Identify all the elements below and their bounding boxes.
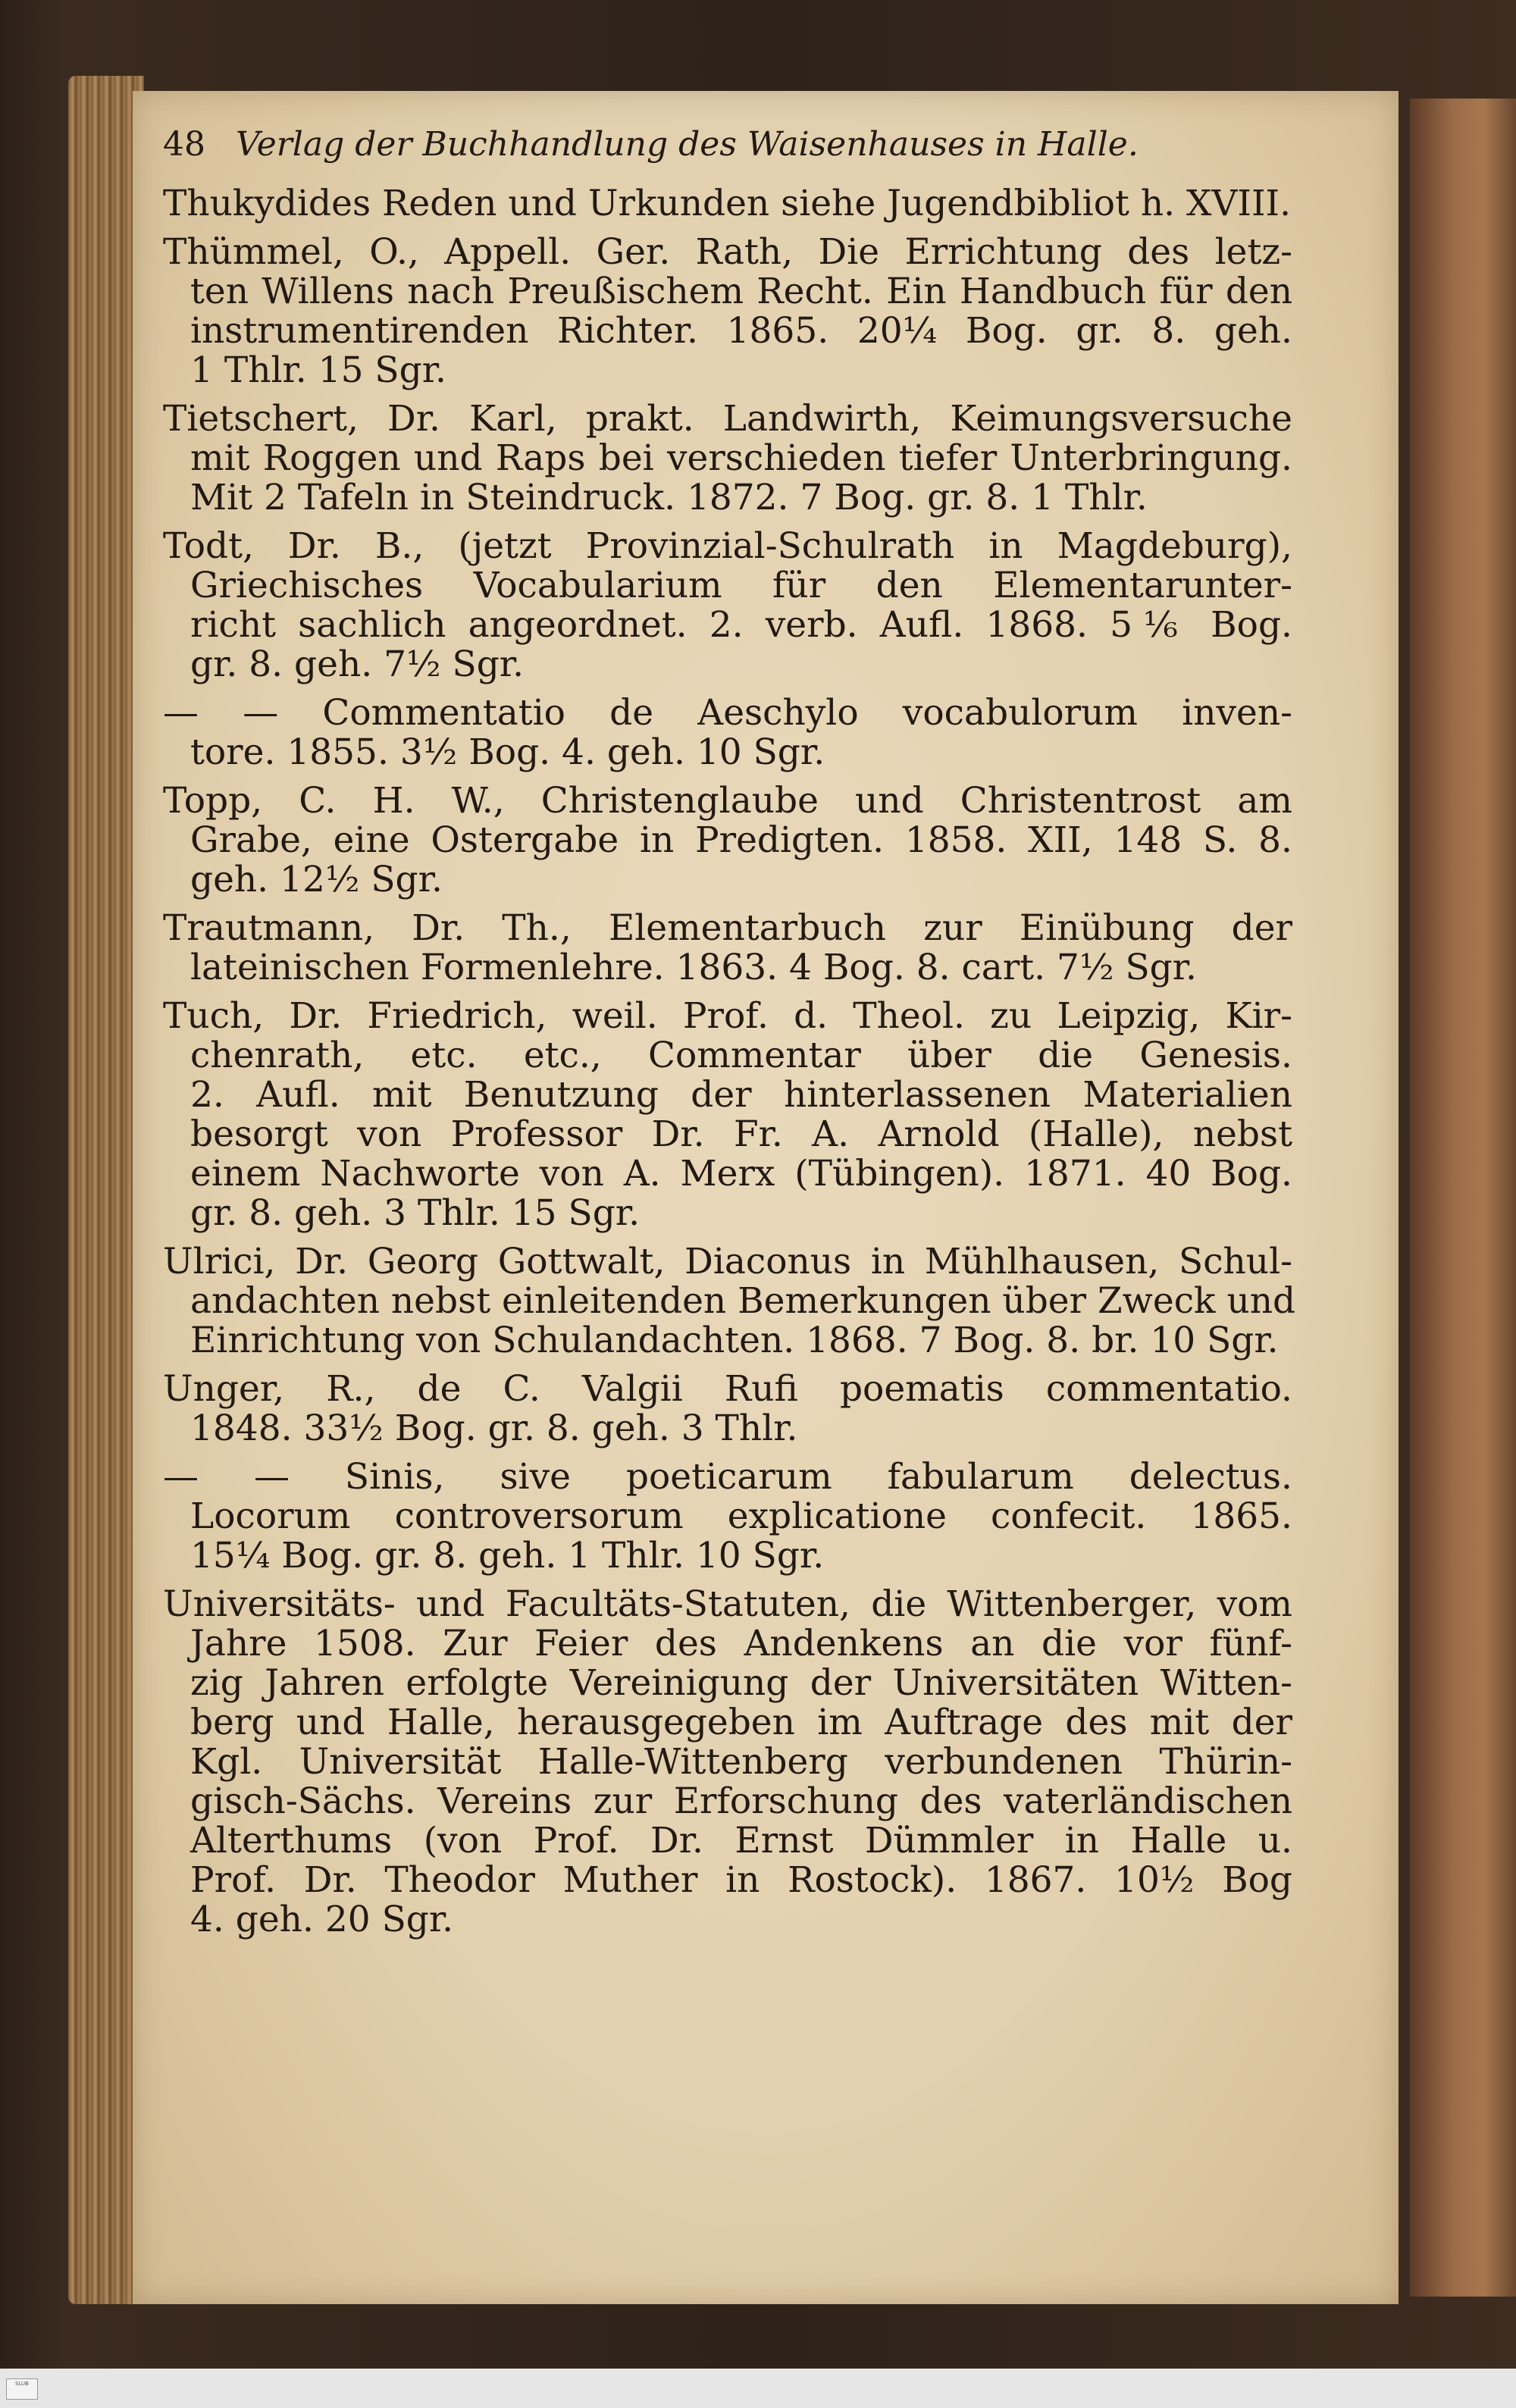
viewer-footer-bar — [0, 2369, 1516, 2408]
entry-line: Tietschert, Dr. Karl, prakt. Landwirth, Keimungsversuche — [163, 398, 1292, 440]
entry-line: einem Nachworte von A. Merx (Tübingen). 1871. 40 Bog. — [190, 1153, 1292, 1195]
entry-line: Todt, Dr. B., (jetzt Provinzial-Schulrath in Magdeburg), — [163, 525, 1292, 567]
entry-line: Thukydides Reden und Urkunden siehe Jugendbibliot h. XVIII. — [163, 183, 1292, 224]
entry-line: Einrichtung von Schulandachten. 1868. 7 Bog. 8. br. 10 Sgr. — [190, 1320, 1279, 1361]
entry-line: 2. Aufl. mit Benutzung der hinterlassenen Materialien — [190, 1074, 1292, 1116]
catalog-entry — [163, 233, 1292, 390]
entry-line: Prof. Dr. Theodor Muther in Rostock). 1867. 10½ Bog — [190, 1859, 1292, 1901]
entry-line: tore. 1855. 3½ Bog. 4. geh. 10 Sgr. — [190, 731, 825, 773]
entry-line: 1848. 33½ Bog. gr. 8. geh. 3 Thlr. — [190, 1408, 798, 1449]
entry-line: 15¼ Bog. gr. 8. geh. 1 Thlr. 10 Sgr. — [190, 1535, 825, 1577]
catalog-entry — [163, 997, 1292, 1233]
entry-line: Unger, R., de C. Valgii Rufi poematis commentatio. — [163, 1368, 1292, 1410]
page-text — [163, 125, 1296, 1949]
library-logo-icon: SLUB — [6, 2378, 38, 2400]
entry-line: berg und Halle, herausgegeben im Auftrage des mit der — [190, 1702, 1292, 1743]
entry-line: mit Roggen und Raps bei verschieden tiefer Unterbringung. — [190, 437, 1292, 479]
running-header — [163, 125, 1292, 164]
entry-line: ten Willens nach Preußischem Recht. Ein Handbuch für den — [190, 271, 1292, 312]
entry-line: Griechisches Vocabularium für den Elementarunter- — [190, 565, 1292, 606]
entry-line: Thümmel, O., Appell. Ger. Rath, Die Errichtung des letz- — [163, 231, 1292, 273]
entry-line: Tuch, Dr. Friedrich, weil. Prof. d. Theol. zu Leipzig, Kir- — [163, 995, 1292, 1037]
entry-line: — — Sinis, sive poeticarum fabularum delectus. — [163, 1456, 1292, 1498]
entry-line: andachten nebst einleitenden Bemerkungen über Zweck und — [190, 1280, 1296, 1322]
entry-line: Kgl. Universität Halle-Wittenberg verbundenen Thürin- — [190, 1741, 1292, 1783]
entry-line: gr. 8. geh. 3 Thlr. 15 Sgr. — [190, 1192, 641, 1234]
entry-line: richt sachlich angeordnet. 2. verb. Aufl. 1868. 5⅙ Bog. — [190, 604, 1292, 646]
entry-line: Mit 2 Tafeln in Steindruck. 1872. 7 Bog. gr. 8. 1 Thlr. — [190, 477, 1148, 518]
entry-line: Grabe, eine Ostergabe in Predigten. 1858. XII, 148 S. 8. — [190, 819, 1292, 861]
page-number: 48 — [163, 125, 205, 164]
entry-line: gisch-Sächs. Vereins zur Erforschung des vaterländischen — [190, 1780, 1292, 1822]
entry-line: besorgt von Professor Dr. Fr. A. Arnold (Halle), nebst — [190, 1113, 1292, 1155]
catalog-entry — [163, 694, 1292, 772]
catalog-entry — [163, 1585, 1292, 1940]
entry-line: Trautmann, Dr. Th., Elementarbuch zur Einübung der — [163, 907, 1292, 949]
catalog-entry — [163, 1241, 1296, 1361]
running-title: Verlag der Buchhandlung des Waisenhauses in Halle. — [236, 125, 1139, 164]
entry-line: 1 Thlr. 15 Sgr. — [190, 349, 446, 391]
entry-line: gr. 8. geh. 7½ Sgr. — [190, 643, 525, 685]
entry-line: Topp, C. H. W., Christenglaube und Christentrost am — [163, 780, 1292, 822]
entry-line: Jahre 1508. Zur Feier des Andenkens an die vor fünf- — [190, 1623, 1292, 1664]
catalog-entry — [163, 399, 1292, 518]
entry-line: Alterthums (von Prof. Dr. Ernst Dümmler in Halle u. — [190, 1820, 1292, 1862]
catalog-entry — [163, 1370, 1292, 1448]
entry-line: Universitäts- und Facultäts-Statuten, die Wittenberger, vom — [163, 1583, 1292, 1625]
catalog-entry — [163, 527, 1292, 684]
entry-line: geh. 12½ Sgr. — [190, 859, 443, 900]
entry-line: chenrath, etc. etc., Commentar über die Genesis. — [190, 1035, 1292, 1076]
entry-line: 4. geh. 20 Sgr. — [190, 1899, 454, 1940]
catalog-entry — [163, 909, 1292, 988]
entry-line: zig Jahren erfolgte Vereinigung der Universitäten Witten- — [190, 1662, 1292, 1704]
catalog-entry — [163, 184, 1292, 224]
entry-line: — — Commentatio de Aeschylo vocabulorum inven- — [163, 692, 1292, 734]
catalog-entry — [163, 781, 1292, 900]
entry-line: lateinischen Formenlehre. 1863. 4 Bog. 8. cart. 7½ Sgr. — [190, 947, 1197, 988]
entry-line: instrumentirenden Richter. 1865. 20¼ Bog. gr. 8. geh. — [190, 310, 1292, 352]
entry-line: Locorum controversorum explicatione confecit. 1865. — [190, 1495, 1292, 1537]
entry-line: Ulrici, Dr. Georg Gottwalt, Diaconus in Mühlhausen, Schul- — [163, 1241, 1292, 1282]
catalog-entry — [163, 1458, 1292, 1576]
catalog-entries — [163, 183, 1296, 1940]
book-edge-right — [1410, 99, 1516, 2297]
